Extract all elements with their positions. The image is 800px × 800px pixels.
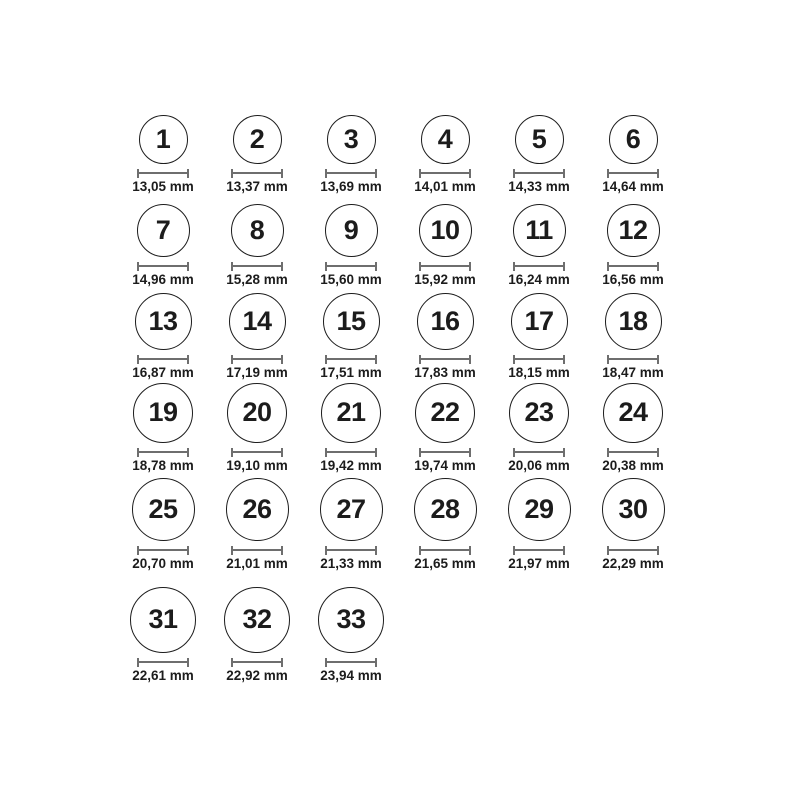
- ring-size-number: 4: [437, 123, 453, 154]
- diameter-ruler: [419, 355, 471, 364]
- ring-size-cell: [586, 478, 680, 572]
- ring-size-number: 6: [625, 123, 641, 154]
- ring-size-cell: [304, 293, 398, 381]
- ring-size-cell: [586, 293, 680, 381]
- ring-size-cell: [398, 204, 492, 288]
- diameter-label: 18,47 mm: [602, 364, 664, 380]
- diameter-ruler: [325, 355, 377, 364]
- size-row: [116, 474, 800, 572]
- ring-circle: [132, 478, 195, 541]
- ring-size-cell: [492, 204, 586, 288]
- ring-circle: [139, 115, 188, 164]
- ring-size-number: 26: [242, 493, 272, 524]
- ring-circle: [227, 383, 287, 443]
- ring-size-cell: [210, 293, 304, 381]
- size-row: [116, 288, 800, 381]
- ring-circle: [417, 293, 474, 350]
- diameter-label: 20,38 mm: [602, 457, 664, 473]
- ring-size-cell: [210, 204, 304, 288]
- diameter-label: 23,94 mm: [320, 667, 382, 683]
- diameter-label: 22,29 mm: [602, 555, 664, 571]
- ring-size-cell: [116, 587, 210, 684]
- ring-circle: [320, 478, 383, 541]
- ring-size-number: 19: [148, 397, 178, 428]
- ring-circle: [515, 115, 564, 164]
- diameter-ruler: [325, 262, 377, 271]
- ring-size-cell: [398, 383, 492, 474]
- diameter-label: 21,01 mm: [226, 555, 288, 571]
- diameter-ruler: [325, 658, 377, 667]
- ring-size-cell: [210, 383, 304, 474]
- diameter-ruler: [137, 658, 189, 667]
- ring-size-cell: [304, 115, 398, 195]
- diameter-label: 17,83 mm: [414, 364, 476, 380]
- ring-circle: [602, 478, 665, 541]
- ring-circle: [508, 478, 571, 541]
- diameter-label: 16,87 mm: [132, 364, 194, 380]
- diameter-label: 15,60 mm: [320, 271, 382, 287]
- ring-circle: [415, 383, 475, 443]
- ring-size-cell: [586, 204, 680, 288]
- ring-size-number: 17: [524, 305, 554, 336]
- ring-size-cell: [210, 478, 304, 572]
- diameter-ruler: [513, 546, 565, 555]
- ring-size-number: 14: [242, 305, 272, 336]
- size-row: [116, 195, 800, 288]
- ring-size-number: 5: [531, 123, 547, 154]
- ring-circle: [325, 204, 378, 257]
- ring-circle: [130, 587, 196, 653]
- ring-circle: [509, 383, 569, 443]
- diameter-label: 22,92 mm: [226, 667, 288, 683]
- ring-size-cell: [304, 204, 398, 288]
- diameter-label: 17,19 mm: [226, 364, 288, 380]
- ring-size-number: 33: [336, 604, 366, 635]
- diameter-ruler: [607, 169, 659, 178]
- diameter-ruler: [137, 546, 189, 555]
- ring-size-cell: [586, 383, 680, 474]
- ring-size-number: 13: [148, 305, 178, 336]
- ring-size-cell: [398, 115, 492, 195]
- ring-circle: [229, 293, 286, 350]
- diameter-ruler: [137, 448, 189, 457]
- diameter-ruler: [419, 169, 471, 178]
- ring-size-number: 23: [524, 397, 554, 428]
- ring-circle: [609, 115, 658, 164]
- diameter-label: 20,06 mm: [508, 457, 570, 473]
- diameter-ruler: [513, 355, 565, 364]
- ring-size-number: 22: [430, 397, 460, 428]
- ring-circle: [135, 293, 192, 350]
- diameter-ruler: [419, 262, 471, 271]
- ring-circle: [513, 204, 566, 257]
- ring-size-cell: [586, 115, 680, 195]
- ring-size-cell: [116, 478, 210, 572]
- diameter-ruler: [325, 546, 377, 555]
- ring-size-cell: [492, 293, 586, 381]
- ring-size-cell: [210, 587, 304, 684]
- size-row: [116, 98, 800, 195]
- ring-size-number: 29: [524, 493, 554, 524]
- diameter-label: 13,69 mm: [320, 178, 382, 194]
- ring-size-number: 11: [525, 214, 553, 245]
- diameter-ruler: [231, 262, 283, 271]
- diameter-ruler: [231, 658, 283, 667]
- ring-size-number: 25: [148, 493, 178, 524]
- diameter-ruler: [231, 169, 283, 178]
- size-row: [116, 572, 800, 684]
- diameter-label: 14,64 mm: [602, 178, 664, 194]
- ring-circle: [603, 383, 663, 443]
- ring-size-cell: [116, 293, 210, 381]
- diameter-ruler: [231, 448, 283, 457]
- ring-size-number: 27: [336, 493, 366, 524]
- diameter-ruler: [607, 355, 659, 364]
- ring-circle: [605, 293, 662, 350]
- ring-size-cell: [398, 478, 492, 572]
- diameter-ruler: [419, 448, 471, 457]
- diameter-ruler: [231, 355, 283, 364]
- ring-circle: [133, 383, 193, 443]
- ring-size-cell: [492, 383, 586, 474]
- ring-circle: [226, 478, 289, 541]
- ring-size-number: 31: [148, 604, 178, 635]
- diameter-label: 15,92 mm: [414, 271, 476, 287]
- diameter-label: 18,15 mm: [508, 364, 570, 380]
- diameter-ruler: [607, 262, 659, 271]
- ring-size-number: 10: [430, 214, 460, 245]
- diameter-label: 21,65 mm: [414, 555, 476, 571]
- ring-size-number: 12: [618, 214, 648, 245]
- ring-circle: [511, 293, 568, 350]
- ring-size-cell: [398, 293, 492, 381]
- ring-size-cell: [304, 383, 398, 474]
- ring-size-number: 18: [618, 305, 648, 336]
- ring-size-cell: [492, 478, 586, 572]
- ring-size-number: 24: [618, 397, 648, 428]
- diameter-ruler: [607, 448, 659, 457]
- diameter-ruler: [419, 546, 471, 555]
- ring-circle: [323, 293, 380, 350]
- size-row: [116, 381, 800, 474]
- diameter-label: 19,10 mm: [226, 457, 288, 473]
- diameter-label: 14,96 mm: [132, 271, 194, 287]
- diameter-ruler: [325, 448, 377, 457]
- ring-size-cell: [492, 115, 586, 195]
- ring-circle: [231, 204, 284, 257]
- ring-circle: [414, 478, 477, 541]
- ring-size-cell: [116, 204, 210, 288]
- diameter-ruler: [513, 169, 565, 178]
- ring-size-number: 1: [155, 123, 171, 154]
- diameter-label: 13,05 mm: [132, 178, 194, 194]
- ring-size-number: 8: [249, 214, 265, 245]
- diameter-label: 19,42 mm: [320, 457, 382, 473]
- diameter-label: 20,70 mm: [132, 555, 194, 571]
- ring-circle: [321, 383, 381, 443]
- ring-size-number: 32: [242, 604, 272, 635]
- diameter-label: 16,24 mm: [508, 271, 570, 287]
- ring-size-number: 3: [343, 123, 359, 154]
- ring-circle: [327, 115, 376, 164]
- ring-circle: [607, 204, 660, 257]
- diameter-label: 15,28 mm: [226, 271, 288, 287]
- ring-circle: [233, 115, 282, 164]
- ring-size-cell: [116, 115, 210, 195]
- diameter-ruler: [137, 262, 189, 271]
- ring-size-number: 30: [618, 493, 648, 524]
- ring-size-number: 15: [336, 305, 366, 336]
- ring-size-number: 2: [249, 123, 265, 154]
- ring-circle: [224, 587, 290, 653]
- ring-size-cell: [304, 587, 398, 684]
- ring-size-cell: [210, 115, 304, 195]
- ring-circle: [421, 115, 470, 164]
- ring-size-cell: [116, 383, 210, 474]
- diameter-label: 14,01 mm: [414, 178, 476, 194]
- ring-size-number: 20: [242, 397, 272, 428]
- diameter-ruler: [513, 448, 565, 457]
- diameter-label: 17,51 mm: [320, 364, 382, 380]
- diameter-ruler: [607, 546, 659, 555]
- diameter-label: 21,97 mm: [508, 555, 570, 571]
- diameter-ruler: [137, 355, 189, 364]
- diameter-label: 13,37 mm: [226, 178, 288, 194]
- diameter-label: 19,74 mm: [414, 457, 476, 473]
- diameter-label: 16,56 mm: [602, 271, 664, 287]
- diameter-label: 14,33 mm: [508, 178, 570, 194]
- diameter-label: 18,78 mm: [132, 457, 194, 473]
- ring-size-number: 28: [430, 493, 460, 524]
- ring-circle: [318, 587, 384, 653]
- ring-size-number: 16: [430, 305, 460, 336]
- ring-size-number: 9: [343, 214, 359, 245]
- diameter-ruler: [231, 546, 283, 555]
- diameter-ruler: [325, 169, 377, 178]
- diameter-label: 22,61 mm: [132, 667, 194, 683]
- diameter-ruler: [513, 262, 565, 271]
- ring-size-cell: [304, 478, 398, 572]
- ring-circle: [419, 204, 472, 257]
- ring-size-number: 21: [336, 397, 366, 428]
- diameter-ruler: [137, 169, 189, 178]
- ring-circle: [137, 204, 190, 257]
- diameter-label: 21,33 mm: [320, 555, 382, 571]
- ring-size-number: 7: [155, 214, 171, 245]
